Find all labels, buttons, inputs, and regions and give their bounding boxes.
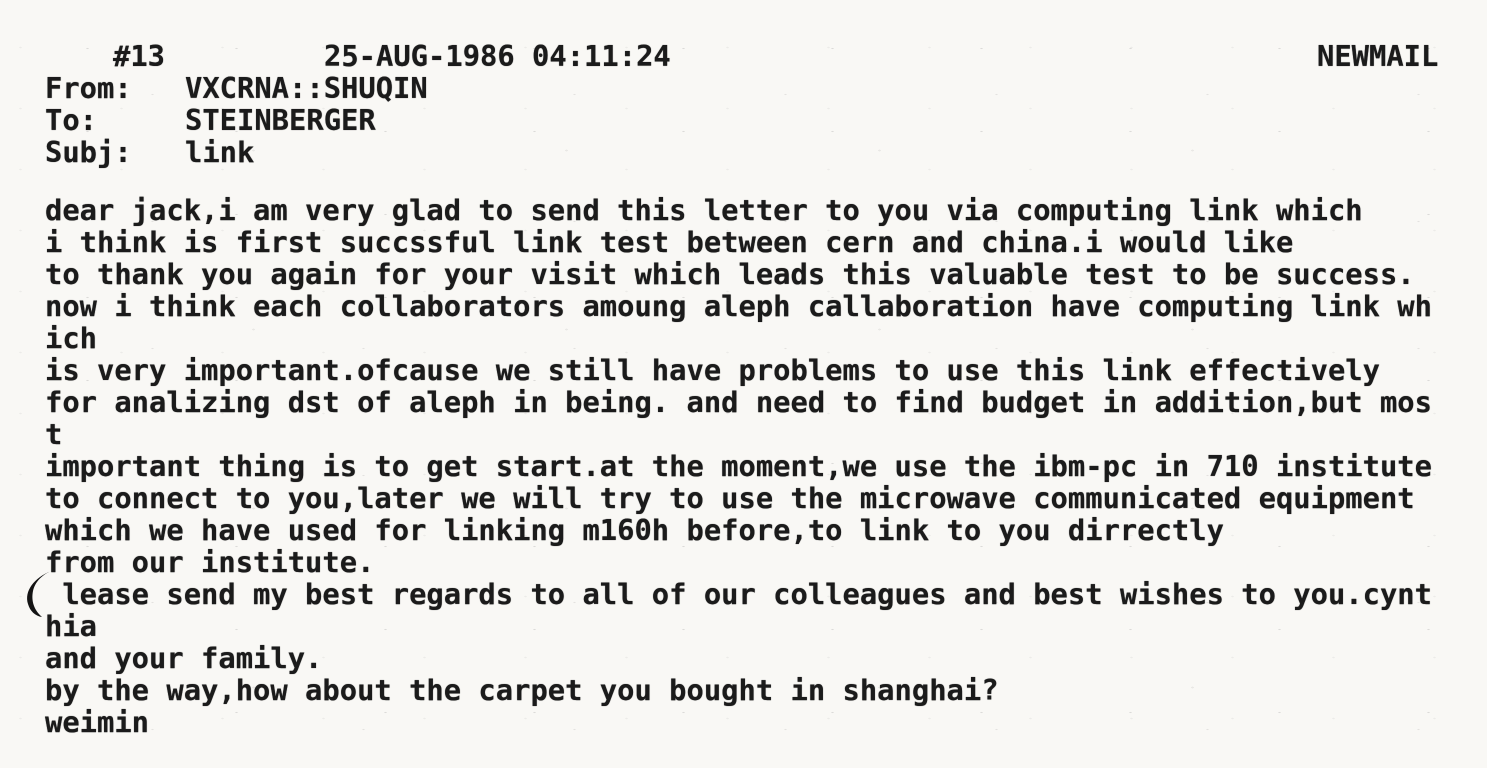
- message-datetime: 25-AUG-1986 04:11:24: [324, 39, 671, 73]
- message-number: #13: [113, 39, 166, 73]
- body-line: to thank you again for your visit which leads this valuable test to be success.: [45, 257, 1415, 291]
- field-label: To:: [45, 103, 98, 137]
- message-header-line: [45, 40, 1465, 72]
- body-line: ich: [45, 321, 98, 355]
- body-line: i think is first succssful link test between cern and china.i would like: [45, 225, 1294, 259]
- body-line: now i think each collaborators amoung aleph callaboration have computing link wh: [45, 289, 1432, 323]
- header-field-from: [45, 72, 845, 104]
- body-line: for analizing dst of aleph in being. and need to find budget in addition,but mos: [45, 385, 1432, 419]
- body-line: is very important.ofcause we still have problems to use this link effectively: [45, 353, 1380, 387]
- mailbox-name: NEWMAIL: [1317, 39, 1439, 73]
- field-label: From:: [45, 71, 132, 105]
- field-label: Subj:: [45, 135, 132, 169]
- body-line: important thing is to get start.at the moment,we use the ibm-pc in 710 institute: [45, 449, 1432, 483]
- field-value: link: [185, 135, 255, 169]
- body-line: and your family.: [45, 641, 323, 675]
- field-value: VXCRNA::SHUQIN: [185, 71, 428, 105]
- body-line: to connect to you,later we will try to use the microwave communicated equipment: [45, 481, 1415, 515]
- body-line: t: [45, 417, 63, 451]
- handwritten-parenthesis-mark: [21, 570, 57, 618]
- body-line: by the way,how about the carpet you bought in shanghai?: [45, 673, 999, 707]
- body-line: which we have used for linking m160h before,to link to you dirrectly: [45, 513, 1224, 547]
- header-field-subj: [45, 136, 845, 168]
- field-value: STEINBERGER: [185, 103, 376, 137]
- body-line: weimin: [45, 705, 150, 739]
- body-line: from our institute.: [45, 545, 375, 579]
- body-line: lease send my best regards to all of our colleagues and best wishes to you.cynt: [45, 577, 1432, 611]
- header-field-to: [45, 104, 845, 136]
- message-body: [45, 194, 1475, 738]
- body-line: hia: [45, 609, 98, 643]
- body-line: dear jack,i am very glad to send this letter to you via computing link which: [45, 193, 1363, 227]
